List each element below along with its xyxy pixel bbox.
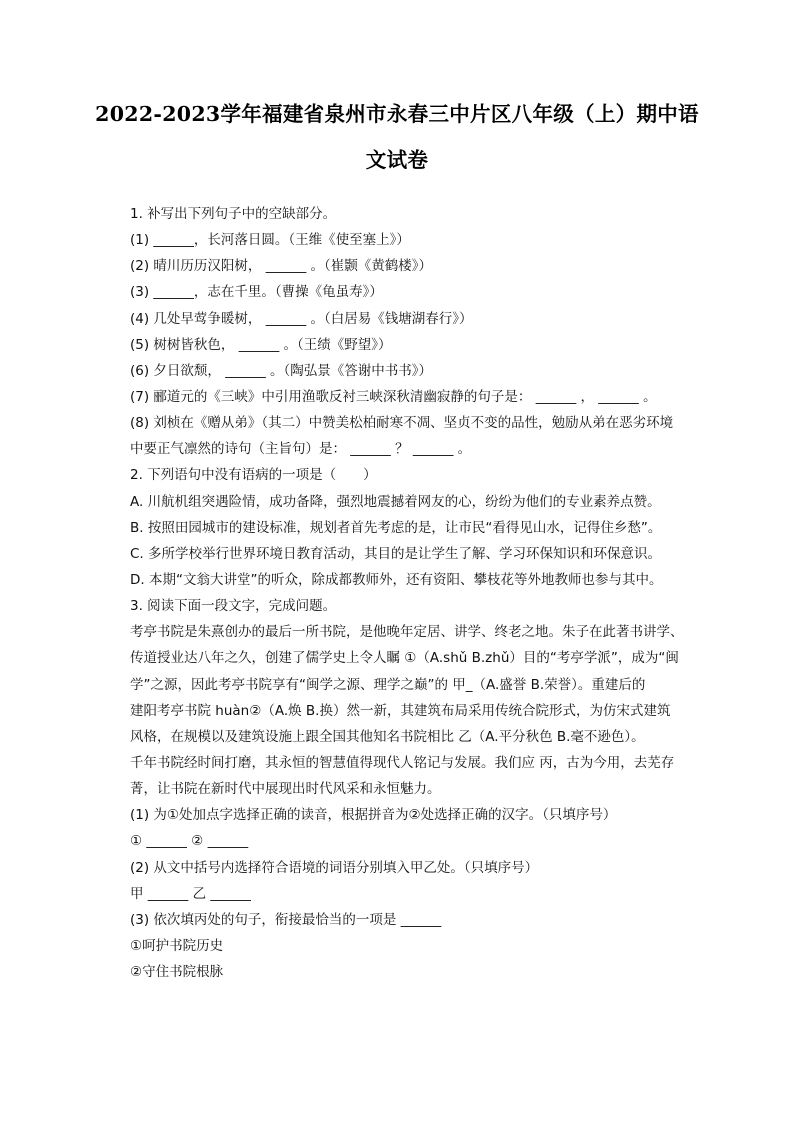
passage-line: 风格，在规模以及建筑设施上跟全国其他知名书院相比 乙（A.平分秋色 B.毫不逊色）。 — [130, 728, 645, 745]
question-3-sub-1-answer: ① ______ ② ______ — [130, 833, 249, 850]
question-2-option-a: A. 川航机组突遇险情，成功备降，强烈地震撼着网友的心，纷纷为他们的专业素养点赞。 — [130, 493, 661, 510]
passage-line: 学”之源，因此考亭书院享有“闽学之源、理学之巅”的 甲_（A.盛誉 B.荣誉）。重建后的 — [130, 676, 646, 693]
question-3-stem: 3. 阅读下面一段文字，完成问题。 — [130, 598, 337, 615]
question-3-sub-1: (1) 为①处加点字选择正确的读音，根据拼音为②处选择正确的汉字。（只填序号） — [130, 807, 617, 824]
question-2-option-d: D. 本期“文翁大讲堂”的听众，除成都教师外，还有资阳、攀枝花等外地教师也参与其中。 — [130, 571, 663, 588]
question-3-sub-3-choice-1: ①呵护书院历史 — [130, 937, 224, 954]
question-1-item-2: (2) 晴川历历汉阳树， ______ 。（崔颢《黄鹤楼》） — [130, 258, 432, 275]
question-1-item-1: (1) ______，长河落日圆。（王维《使至塞上》） — [130, 232, 410, 249]
question-3-sub-2-answer: 甲 ______ 乙 ______ — [130, 885, 251, 902]
question-2-stem: 2. 下列语句中没有语病的一项是（ ） — [130, 467, 377, 484]
page-title-line-2: 文试卷 — [365, 148, 429, 172]
question-1-item-8: (8) 刘桢在《赠从弟》（其二）中赞美松柏耐寒不凋、坚贞不变的品性，勉励从弟在恶劣环境 — [130, 415, 674, 432]
question-3-sub-3-choice-2: ②守住书院根脉 — [130, 964, 224, 981]
question-2-option-b: B. 按照田园城市的建设标准，规划者首先考虑的是，让市民“看得见山水，记得住乡愁”。 — [130, 519, 662, 536]
passage-line: 考亭书院是朱熹创办的最后一所书院，是他晚年定居、讲学、终老之地。朱子在此著书讲学、 — [130, 624, 684, 641]
question-1-stem: 1. 补写出下列句子中的空缺部分。 — [130, 206, 337, 222]
exam-content — [130, 201, 730, 985]
question-1-item-7: (7) 郦道元的《三峡》中引用渔歌反衬三峡深秋清幽寂静的句子是： ______ ， ______ 。 — [130, 388, 657, 405]
page-title-line-1: 2022-2023学年福建省泉州市永春三中片区八年级（上）期中语 — [95, 102, 699, 126]
question-3-sub-3: (3) 依次填丙处的句子，衔接最恰当的一项是 ______ — [130, 911, 442, 928]
question-1-item-3: (3) ______，志在千里。（曹操《龟虽寿》） — [130, 284, 383, 301]
question-1-item-5: (5) 树树皆秋色， ______ 。（王绩《野望》） — [130, 336, 392, 353]
passage-line: 建阳考亭书院 huàn②（A.焕 B.换）然一新，其建筑布局采用传统合院形式，为仿宋式建筑 — [130, 702, 671, 719]
question-3-sub-2: (2) 从文中括号内选择符合语境的词语分别填入甲乙处。（只填序号） — [130, 859, 539, 876]
question-2-option-c: C. 多所学校举行世界环境日教育活动，其目的是让学生了解、学习环保知识和环保意识。 — [130, 545, 662, 562]
passage-line: 传道授业达八年之久，创建了儒学史上令人瞩 ①（A.shǔ B.zhǔ）目的“考亭学派”，成为“闽 — [130, 650, 679, 667]
passage-line: 千年书院经时间打磨，其永恒的智慧值得现代人铭记与发展。我们应 丙，古为今用，去芜存 — [130, 754, 675, 771]
question-1-item-4: (4) 几处早莺争暖树， ______ 。（白居易《钱塘湖春行》） — [130, 310, 473, 327]
question-1-item-8-cont: 中要正气凛然的诗句（主旨句）是： ______ ？ ______ 。 — [130, 441, 472, 458]
passage-line: 菁，让书院在新时代中展现出时代风采和永恒魅力。 — [130, 781, 441, 798]
question-1-item-6: (6) 夕日欲颓， ______ 。（陶弘景《答谢中书书》） — [130, 362, 432, 379]
